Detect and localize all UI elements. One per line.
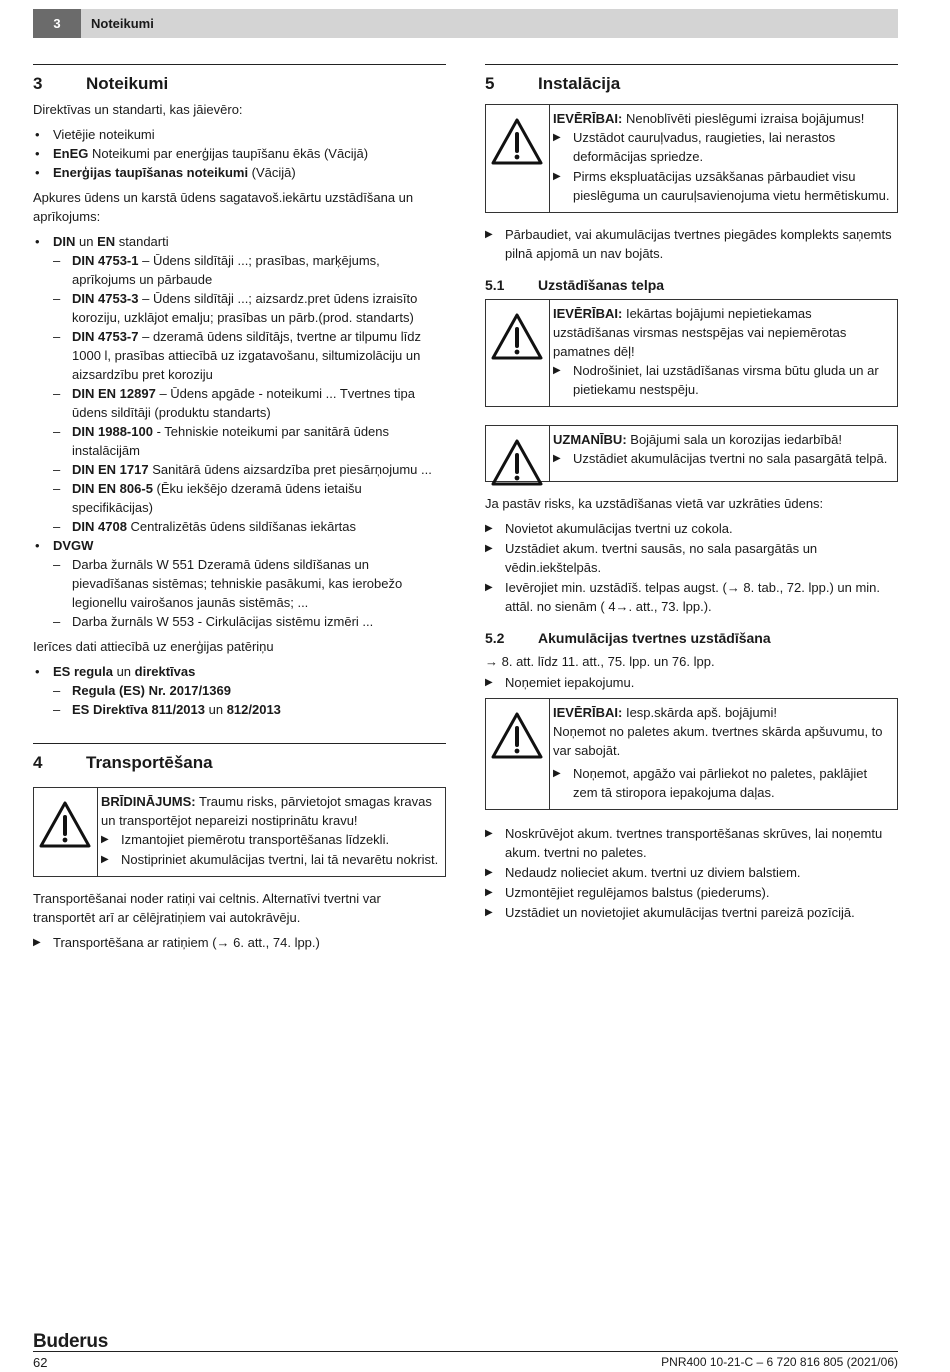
warning-triangle-icon	[486, 105, 550, 212]
section-3-paragraph: Apkures ūdens un karstā ūdens sagatavoš.iekārtu uzstādīšana un aprīkojums:	[33, 190, 414, 224]
notice-box	[485, 104, 898, 213]
section-rule	[485, 64, 898, 65]
action-item: ▶ Uzmontējiet regulējamos balstus (piederums).	[485, 885, 770, 900]
header-section-number: 3	[33, 9, 81, 38]
action-item: ▶ Pārbaudiet, vai akumulācijas tvertnes piegādes komplekts saņemts pilnā apjomā un nav bojāts.	[485, 227, 892, 261]
section-3-heading: 3 Noteikumi	[33, 74, 169, 93]
header-section-title: Noteikumi	[91, 16, 154, 31]
section-rule	[33, 743, 446, 744]
list-item: • Vietējie noteikumi	[35, 127, 155, 142]
list-item: – DIN EN 1717 Sanitārā ūdens aizsardzība pret piesārņojumu ...	[53, 462, 432, 477]
energy-list	[33, 662, 446, 719]
list-item: – Darba žurnāls W 553 - Cirkulācijas sistēmu izmēri ...	[53, 614, 374, 629]
list-item: • DIN un EN standarti	[35, 234, 169, 249]
section-3-paragraph: Ierīces dati attiecībā uz enerģijas patēriņu	[33, 639, 274, 654]
action-item: ▶ Uzstādiet un novietojiet akumulācijas tvertni pareizā pozīcijā.	[485, 905, 855, 920]
notice-paragraph: Noņemot no paletes akum. tvertnes skārda apšuvumu, to var sabojāt.	[553, 724, 883, 758]
section-rule	[33, 64, 446, 65]
section-5-1-heading: 5.1 Uzstādīšanas telpa	[485, 277, 665, 293]
right-column	[485, 64, 898, 928]
action-item: ▶ Nedaudz nolieciet akum. tvertni uz diviem balstiem.	[485, 865, 801, 880]
section-5-1-paragraph: Ja pastāv risks, ka uzstādīšanas vietā var uzkrāties ūdens:	[485, 496, 824, 511]
list-item: – DIN 4753-3 – Ūdens sildītāji ...; aizsardz.pret ūdens izraisīto koroziju, uzklājot emalju; prasības un pārb.(prod. standarts)	[53, 291, 418, 325]
list-item: • DVGW	[35, 538, 94, 553]
document-code: PNR400 10-21-C – 6 720 816 805 (2021/06)	[661, 1355, 898, 1369]
section-3-intro: Direktīvas un standarti, kas jāievēro:	[33, 102, 243, 117]
list-item: – DIN 4753-7 – dzeramā ūdens sildītājs, tvertne ar tilpumu līdz 1000 l, prasības attiecībā uz izgatavošanu, siltumizolāciju un aizsardzību pret koroziju	[53, 329, 422, 382]
regulations-list	[33, 125, 446, 182]
warning-triangle-icon	[486, 426, 550, 481]
section-4-heading: 4 Transportēšana	[33, 753, 213, 772]
list-item: – Regula (ES) Nr. 2017/1369	[53, 683, 231, 698]
left-column	[33, 64, 446, 958]
list-item: • ES regula un direktīvas	[35, 664, 196, 679]
warning-triangle-icon	[486, 300, 550, 406]
standards-list	[33, 232, 446, 631]
figure-reference: → 8. att. līdz 11. att., 75. lpp. un 76. lpp.	[485, 654, 715, 669]
action-item: ▶ Noskrūvējot akum. tvertnes transportēšanas skrūves, lai noņemtu akum. tvertni no paletes.	[485, 826, 883, 860]
list-item: – DIN 4708 Centralizētās ūdens sildīšanas iekārtas	[53, 519, 356, 534]
warning-triangle-icon	[486, 699, 550, 809]
list-item: – DIN EN 806-5 (Ēku iekšējo dzeramā ūdens ietaišu specifikācijas)	[53, 481, 362, 515]
action-item: ▶ Ievērojiet min. uzstādīš. telpas augst. (→ 8. tab., 72. lpp.) un min. attāl. no sienām ( 4→. att., 73. lpp.).	[485, 580, 881, 614]
section-5-heading: 5 Instalācija	[485, 74, 621, 93]
list-item: – DIN 4753-1 – Ūdens sildītāji ...; prasības, marķējums, aprīkojums un pārbaude	[53, 253, 380, 287]
caution-box	[485, 425, 898, 482]
action-item: ▶ Uzstādot cauruļvadus, raugieties, lai nerastos deformācijas spriedze.	[553, 130, 836, 164]
list-item: • EnEG Noteikumi par enerģijas taupīšanu ēkās (Vācijā)	[35, 146, 369, 161]
section-5-2-heading: 5.2 Akumulācijas tvertnes uzstādīšana	[485, 630, 771, 646]
notice-text: IEVĒRĪBAI: Iekārtas bojājumi nepietiekamas uzstādīšanas virsmas nestspējas vai nepiemērotas pamatnes dēļ!	[553, 306, 847, 359]
warning-triangle-icon	[34, 788, 98, 876]
action-item: ▶ Nodrošiniet, lai uzstādīšanas virsma būtu gluda un ar pietiekamu nestspēju.	[553, 363, 879, 397]
action-item: ▶ Uzstādiet akumulācijas tvertni no sala pasargātā telpā.	[553, 451, 888, 466]
notice-text: IEVĒRĪBAI: Nenoblīvēti pieslēgumi izraisa bojājumus!	[553, 111, 865, 126]
caution-text: UZMANĪBU: Bojājumi sala un korozijas iedarbībā!	[553, 432, 842, 447]
brand-logo: Buderus	[33, 1331, 108, 1352]
notice-box	[485, 698, 898, 810]
action-item: ▶ Izmantojiet piemērotu transportēšanas līdzekli.	[101, 832, 390, 847]
action-item: ▶ Noņemot, apgāžo vai pārliekot no paletes, paklājiet zem tā stiropora iepakojuma daļas.	[553, 766, 868, 800]
page-number: 62	[33, 1355, 48, 1370]
action-item: ▶ Nostipriniet akumulācijas tvertni, lai tā nevarētu nokrist.	[101, 852, 439, 867]
action-item: ▶ Novietot akumulācijas tvertni uz cokola.	[485, 521, 733, 536]
list-item: – DIN EN 12897 – Ūdens apgāde - noteikumi ... Tvertnes tipa ūdens sildītāji (produktu standarts)	[53, 386, 416, 420]
action-item: ▶ Noņemiet iepakojumu.	[485, 675, 635, 690]
footer-rule	[33, 1351, 898, 1352]
section-4-paragraph: Transportēšanai noder ratiņi vai celtnis. Alternatīvi tvertni var transportēt arī ar cēlējratiņiem vai autokrāvēju.	[33, 891, 381, 925]
list-item: • Enerģijas taupīšanas noteikumi (Vācijā)	[35, 165, 296, 180]
action-item: ▶ Uzstādiet akum. tvertni sausās, no sala pasargātās un vēdin.iekštelpās.	[485, 541, 818, 575]
notice-box	[485, 299, 898, 407]
list-item: – DIN 1988-100 - Tehniskie noteikumi par sanitārā ūdens instalācijām	[53, 424, 390, 458]
warning-text: BRĪDINĀJUMS: Traumu risks, pārvietojot smagas kravas un transportējot nepareizi nostiprinātu kravu!	[101, 794, 432, 828]
list-item: – Darba žurnāls W 551 Dzeramā ūdens sildīšanas un pievadīšanas sistēmas; tehniskie pasākumi, kas ierobežo legionellu vairošanos jaunās sistēmās; ...	[53, 557, 403, 610]
action-item: ▶ Pirms ekspluatācijas uzsākšanas pārbaudiet visu pieslēguma un cauruļsavienojuma vietu hermētiskumu.	[553, 169, 890, 203]
page-header	[33, 9, 898, 38]
notice-text: IEVĒRĪBAI: Iesp.skārda apš. bojājumi!	[553, 705, 777, 720]
list-item: – ES Direktīva 811/2013 un 812/2013	[53, 702, 281, 717]
warning-box	[33, 787, 446, 877]
action-item: ▶ Transportēšana ar ratiņiem (→ 6. att., 74. lpp.)	[33, 935, 320, 950]
